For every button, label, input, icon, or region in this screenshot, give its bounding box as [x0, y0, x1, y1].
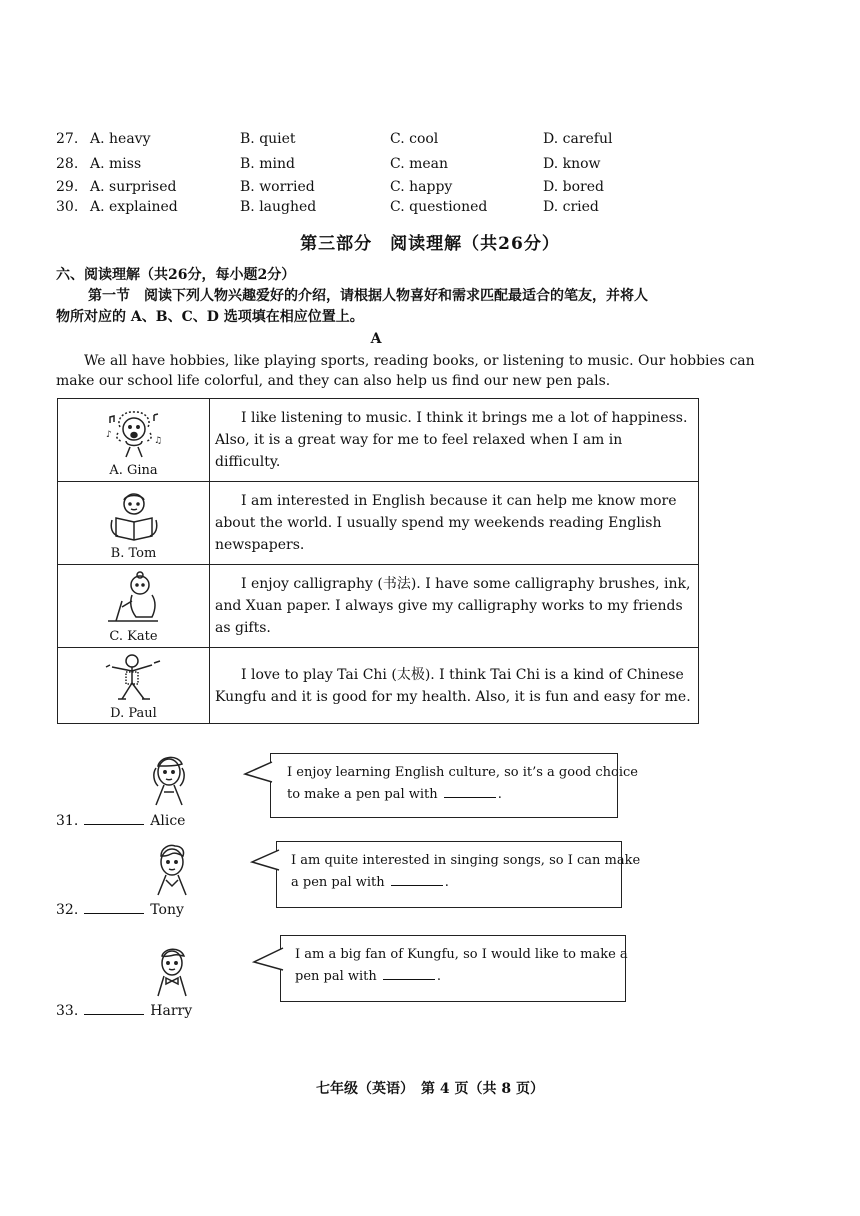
option-b: B. quiet: [240, 131, 296, 147]
question-number: 27.: [56, 131, 79, 147]
passage-label: A: [370, 331, 382, 347]
answer-blank[interactable]: [84, 1000, 144, 1015]
section-title: 第三部分 阅读理解（共26分）: [300, 234, 560, 254]
answer-blank[interactable]: [84, 810, 144, 825]
profile-picture-cell: [58, 399, 210, 482]
profile-description: I enjoy calligraphy (书法). I have some calligraphy brushes, ink, and Xuan paper. I always give my calligraphy works to my friends as gifts.: [210, 565, 699, 648]
option-d: D. know: [543, 156, 601, 172]
profile-description: I like listening to music. I think it brings me a lot of happiness. Also, it is a great way for me to feel relaxed when I am in difficulty.: [210, 399, 699, 482]
option-b: B. laughed: [240, 199, 317, 215]
reading-boy-icon: [102, 488, 166, 544]
profile-description: I am interested in English because it can help me know more about the world. I usually spend my weekends reading English newspapers.: [210, 482, 699, 565]
speech-bubble-31: [270, 753, 638, 818]
option-a: A. miss: [90, 156, 142, 172]
bubble-period: .: [444, 875, 449, 890]
intro-line-2: make our school life colorful, and they can also help us find our new pen pals.: [56, 373, 611, 389]
option-b: B. worried: [240, 179, 315, 195]
svg-text:♫: ♫: [153, 435, 162, 446]
question-32: [56, 899, 184, 918]
option-c: C. questioned: [390, 199, 488, 215]
question-number: 29.: [56, 179, 79, 195]
table-row: [58, 648, 699, 724]
svg-text:♪: ♪: [105, 429, 112, 440]
answer-blank[interactable]: [84, 899, 144, 914]
option-a: A. surprised: [90, 179, 177, 195]
choice-row-28: [56, 156, 696, 178]
girl-face-icon: [146, 752, 192, 808]
option-c: C. cool: [390, 131, 439, 147]
bubble-text: to make a pen pal with: [287, 787, 438, 802]
option-c: C. happy: [390, 179, 453, 195]
choice-row-30: [56, 199, 696, 221]
profile-name: B. Tom: [110, 545, 157, 561]
question-31: [56, 810, 185, 829]
choice-row-29: [56, 179, 696, 201]
bubble-blank: [391, 873, 443, 886]
option-a: A. heavy: [90, 131, 151, 147]
music-girl-icon: [102, 405, 166, 461]
intro-line-1: We all have hobbies, like playing sports, reading books, or listening to music. Our hobbies can: [84, 353, 755, 369]
page-footer: 七年级（英语） 第 4 页（共 8 页）: [316, 1081, 544, 1097]
option-d: D. cried: [543, 199, 599, 215]
part-heading: 六、阅读理解（共26分，每小题2分）: [56, 267, 296, 283]
option-d: D. bored: [543, 179, 604, 195]
profile-picture-cell: [58, 648, 210, 724]
person-name: Harry: [150, 1003, 193, 1019]
option-c: C. mean: [390, 156, 449, 172]
boy-bowtie-icon: [150, 944, 194, 998]
option-b: B. mind: [240, 156, 295, 172]
profile-picture-cell: [58, 482, 210, 565]
profile-description: I love to play Tai Chi (太极). I think Tai Chi is a kind of Chinese Kungfu and it is good for my health. Also, it is fun and easy for me.: [210, 648, 699, 724]
table-row: [58, 565, 699, 648]
profile-name: D. Paul: [110, 706, 157, 721]
calligraphy-girl-icon: [102, 571, 166, 627]
option-a: A. explained: [90, 199, 178, 215]
table-row: [58, 399, 699, 482]
boy-face-icon: [150, 842, 194, 898]
instruction-line-2: 物所对应的 A、B、C、D 选项填在相应位置上。: [56, 309, 364, 325]
bubble-line-1: I am a big fan of Kungfu, so I would like to make a: [295, 947, 628, 962]
speech-bubble-32: [276, 841, 641, 908]
question-number: 33.: [56, 1003, 79, 1019]
bubble-blank: [383, 967, 435, 980]
question-number: 32.: [56, 902, 79, 918]
bubble-line-2: [281, 784, 607, 806]
question-number: 28.: [56, 156, 79, 172]
instruction-line-1: 第一节 阅读下列人物兴趣爱好的介绍，请根据人物喜好和需求匹配最适合的笔友，并将人: [88, 288, 648, 304]
speech-bubble-33: [280, 935, 626, 1002]
bubble-line-1: I enjoy learning English culture, so it’s a good choice: [287, 765, 638, 780]
person-name: Tony: [150, 902, 184, 918]
bubble-line-2: [287, 872, 611, 894]
speech-tail-icon: [243, 760, 273, 786]
profile-picture-cell: [58, 565, 210, 648]
bubble-period: .: [436, 969, 442, 984]
question-number: 31.: [56, 813, 79, 829]
tai-chi-man-icon: [102, 652, 166, 704]
option-d: D. careful: [543, 131, 613, 147]
profiles-table: [57, 398, 699, 724]
speech-tail-icon: [250, 848, 280, 874]
profile-name: A. Gina: [109, 462, 158, 478]
bubble-blank: [444, 785, 496, 798]
bubble-period: .: [497, 787, 502, 802]
profile-name: C. Kate: [109, 628, 158, 644]
speech-tail-icon: [252, 946, 284, 974]
question-33: [56, 1000, 192, 1019]
bubble-text: a pen pal with: [291, 875, 385, 890]
person-name: Alice: [150, 813, 186, 829]
bubble-line-2: [291, 966, 615, 988]
question-number: 30.: [56, 199, 79, 215]
table-row: [58, 482, 699, 565]
bubble-text: pen pal with: [295, 969, 377, 984]
choice-row-27: [56, 131, 696, 153]
bubble-line-1: I am quite interested in singing songs, so I can make: [291, 853, 641, 868]
